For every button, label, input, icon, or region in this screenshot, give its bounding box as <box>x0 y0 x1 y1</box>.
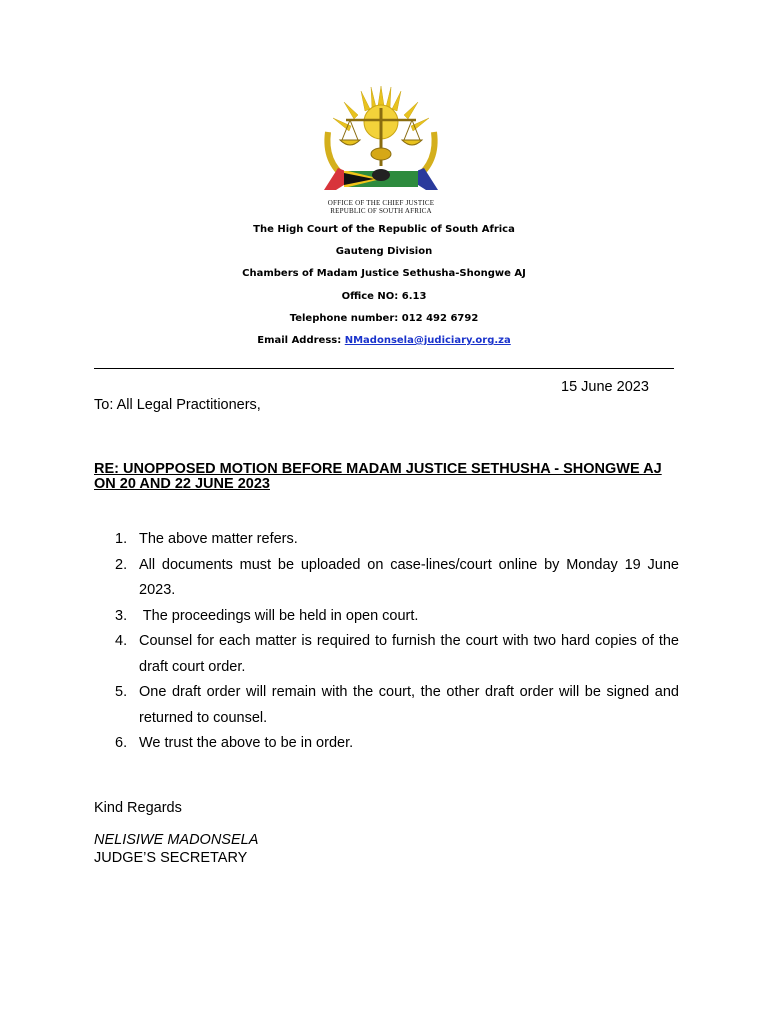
list-item-number: 2. <box>115 556 128 573</box>
header-divider <box>94 368 674 369</box>
letter-date: 15 June 2023 <box>561 379 649 395</box>
list-item-number: 6. <box>115 735 128 751</box>
telephone-number: Telephone number: 012 492 6792 <box>289 313 479 324</box>
list-item-text: One draft order will remain with the court, the other draft order will be signed and returned to counsel. <box>139 684 679 726</box>
list-item-number: 3. <box>115 607 128 624</box>
instructions-list <box>94 527 679 757</box>
office-of-chief-justice-emblem <box>306 82 456 217</box>
list-item-text: The above matter refers. <box>139 531 298 547</box>
email-label: Email Address: <box>257 335 342 346</box>
list-item <box>94 604 679 630</box>
list-item-text: All documents must be uploaded on case-lines/court online by Monday 19 June 2023. <box>139 556 679 598</box>
emblem-caption-line1: OFFICE OF THE CHIEF JUSTICE <box>327 199 435 207</box>
list-item-number: 4. <box>115 633 128 649</box>
court-name: The High Court of the Republic of South Africa <box>253 224 515 235</box>
closing-line: Kind Regards <box>94 800 182 816</box>
division-name: Gauteng Division <box>335 246 433 257</box>
list-item-text: We trust the above to be in order. <box>139 735 354 751</box>
list-item <box>94 731 679 757</box>
email-line <box>0 334 768 348</box>
list-item-text: Counsel for each matter is required to furnish the court with two hard copies of the draft court order. <box>139 633 679 675</box>
signatory-title: JUDGE’S SECRETARY <box>94 850 248 866</box>
signatory-name: NELISIWE MADONSELA <box>94 832 259 848</box>
list-item <box>94 553 679 604</box>
list-item-text: The proceedings will be held in open court. <box>139 607 419 624</box>
list-item-number: 1. <box>115 531 128 547</box>
list-item <box>94 629 679 680</box>
office-number: Office NO: 6.13 <box>341 291 427 302</box>
list-item-number: 5. <box>115 684 128 700</box>
salutation: To: All Legal Practitioners, <box>94 397 261 413</box>
chambers-name: Chambers of Madam Justice Sethusha-Shongwe AJ <box>242 268 526 279</box>
list-item <box>94 527 679 553</box>
emblem-caption-line2: REPUBLIC OF SOUTH AFRICA <box>330 207 432 215</box>
list-item <box>94 680 679 731</box>
emblem-image <box>306 82 456 192</box>
email-link[interactable]: NMadonsela@judiciary.org.za <box>344 335 511 346</box>
subject-line: RE: UNOPPOSED MOTION BEFORE MADAM JUSTICE SETHUSHA - SHONGWE AJ ON 20 AND 22 JUNE 2023 <box>94 461 662 492</box>
